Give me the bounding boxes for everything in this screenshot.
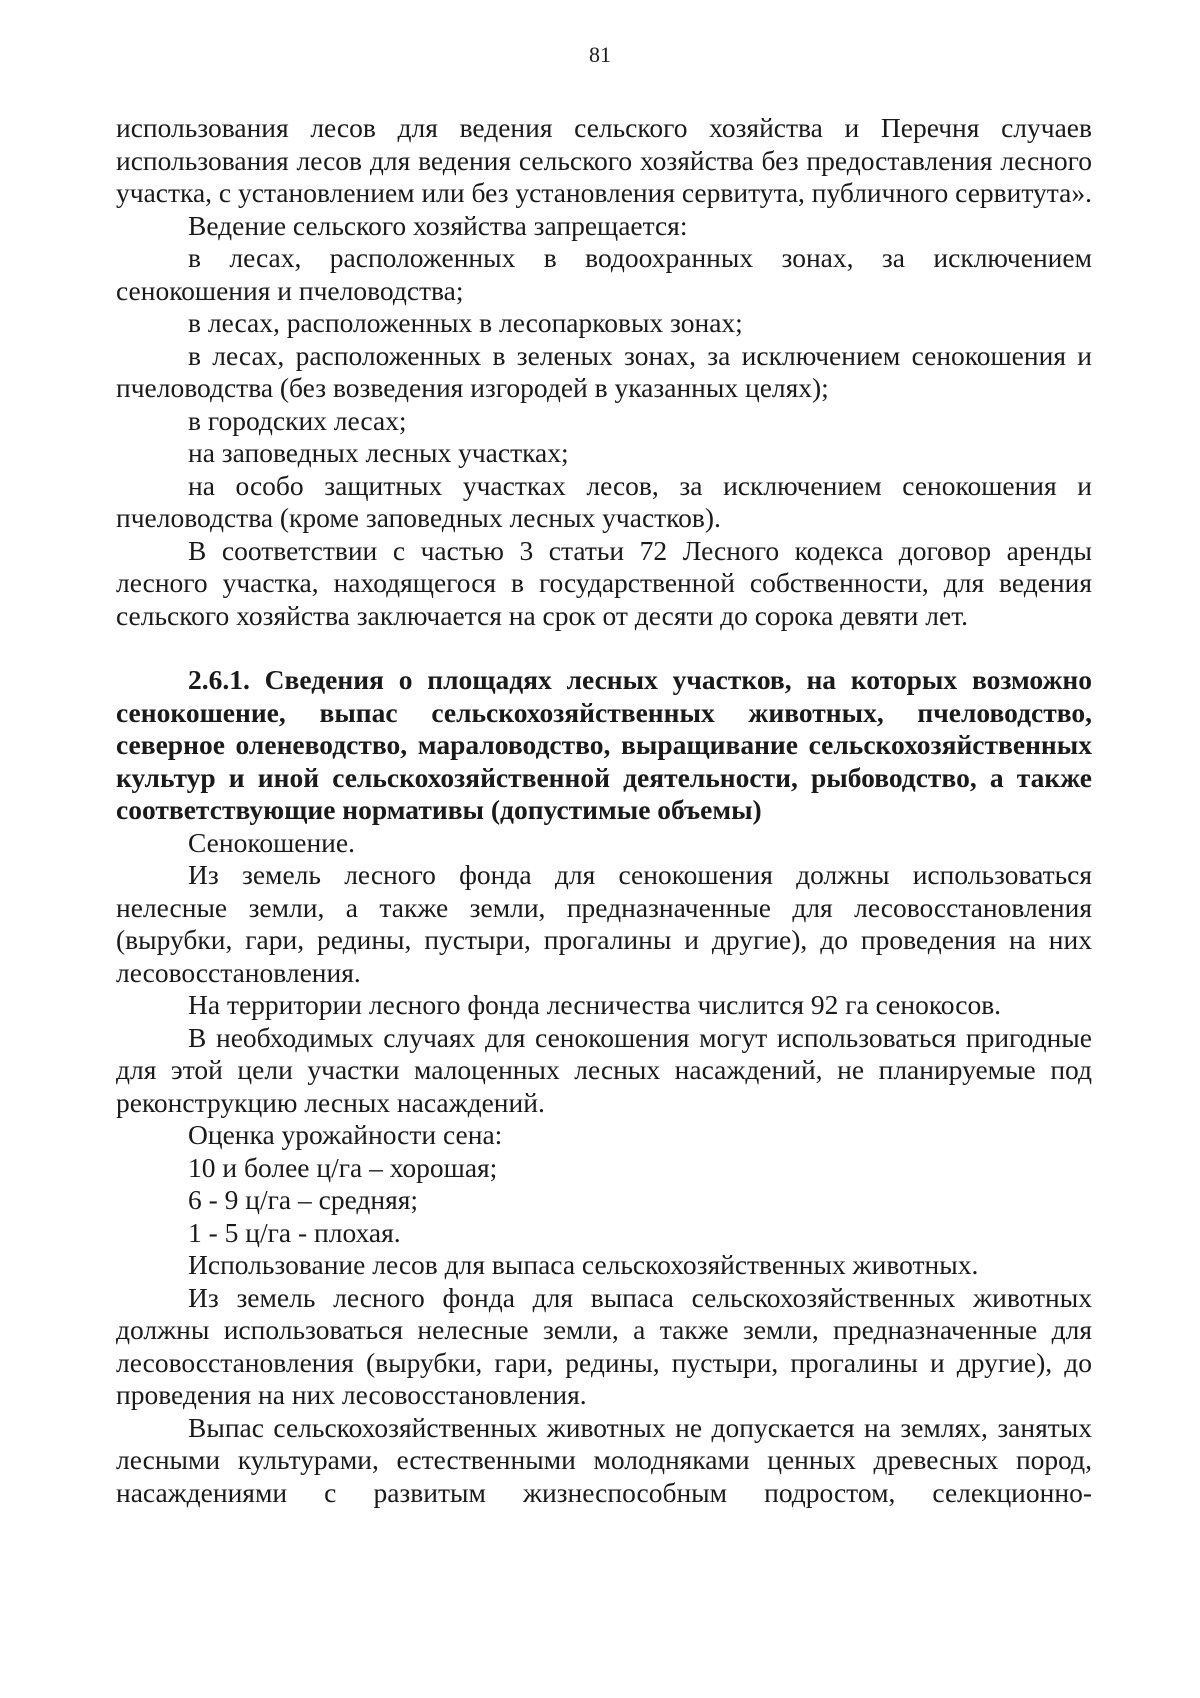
section-heading: 2.6.1. Сведения о площадях лесных участков, на которых возможно сенокошение, выпас сельскохозяйственных животных, пчеловодство, северное оленеводство, мараловодство, выращивание сельскохозяйственных культур и иной сельскохозяйственной деятельности, рыбоводство, а также соответствующие нормативы (допустимые объемы)	[116, 664, 1092, 825]
paragraph-yield-title: Оценка урожайности сена:	[188, 1119, 503, 1150]
list-item-yield-poor: 1 - 5 ц/га - плохая.	[188, 1216, 401, 1248]
paragraph-grazing-restrictions: Выпас сельскохозяйственных животных не допускается на землях, занятых лесными культурами, естественными молодняками ценных древесных пород, насаждениями с развитым жизнеспособным подростом, селекционно-	[116, 1411, 1092, 1508]
paragraph-haymaking-area: На территории лесного фонда лесничества числится 92 га сенокосов.	[188, 989, 1002, 1020]
paragraph-haymaking-title: Сенокошение.	[188, 826, 355, 858]
list-item-water-protection: в лесах, расположенных в водоохранных зонах, за исключением сенокошения и пчеловодства;	[116, 242, 1092, 306]
list-item-forest-park: в лесах, расположенных в лесопарковых зонах;	[188, 307, 743, 338]
paragraph-haymaking-plots: В необходимых случаях для сенокошения могут использоваться пригодные для этой цели участки малоценных лесных насаждений, не планируемые под реконструкцию лесных насаждений.	[116, 1021, 1092, 1118]
list-item-urban-forests: в городских лесах;	[188, 404, 407, 436]
body-text	[116, 112, 1092, 1509]
list-item-yield-average: 6 - 9 ц/га – средняя;	[188, 1184, 419, 1215]
list-item-protected-plots: на особо защитных участках лесов, за исключением сенокошения и пчеловодства (кроме заповедных лесных участков).	[116, 469, 1092, 533]
paragraph-grazing-title: Использование лесов для выпаса сельскохозяйственных животных.	[188, 1249, 979, 1280]
paragraph-prohibition-intro: Ведение сельского хозяйства запрещается:	[188, 209, 688, 241]
page-number: 81	[589, 42, 611, 67]
paragraph-continuation: использования лесов для ведения сельского хозяйства и Перечня случаев использования лесов для ведения сельского хозяйства без предоставления лесного участка, с установлением или без установления сервитута, публичного сервитута».	[116, 112, 1092, 208]
list-item-yield-good: 10 и более ц/га – хорошая;	[188, 1151, 498, 1183]
paragraph-grazing-lands: Из земель лесного фонда для выпаса сельскохозяйственных животных должны использоваться нелесные земли, а также земли, предназначенные для лесовосстановления (вырубки, гари, редины, пустыри, прогалины и другие), до проведения на них лесовосстановления.	[116, 1281, 1092, 1410]
list-item-green-zones: в лесах, расположенных в зеленых зонах, за исключением сенокошения и пчеловодства (без возведения изгородей в указанных целях);	[116, 339, 1092, 403]
paragraph-haymaking-lands: Из земель лесного фонда для сенокошения должны использоваться нелесные земли, а также земли, предназначенные для лесовосстановления (вырубки, гари, редины, пустыри, прогалины и другие), до проведения на них лесовосстановления.	[116, 859, 1092, 988]
list-item-reserve-plots: на заповедных лесных участках;	[188, 437, 569, 468]
paragraph-lease-term: В соответствии с частью 3 статьи 72 Лесного кодекса договор аренды лесного участка, находящегося в государственной собственности, для ведения сельского хозяйства заключается на срок от десяти до сорока девяти лет.	[116, 534, 1092, 631]
